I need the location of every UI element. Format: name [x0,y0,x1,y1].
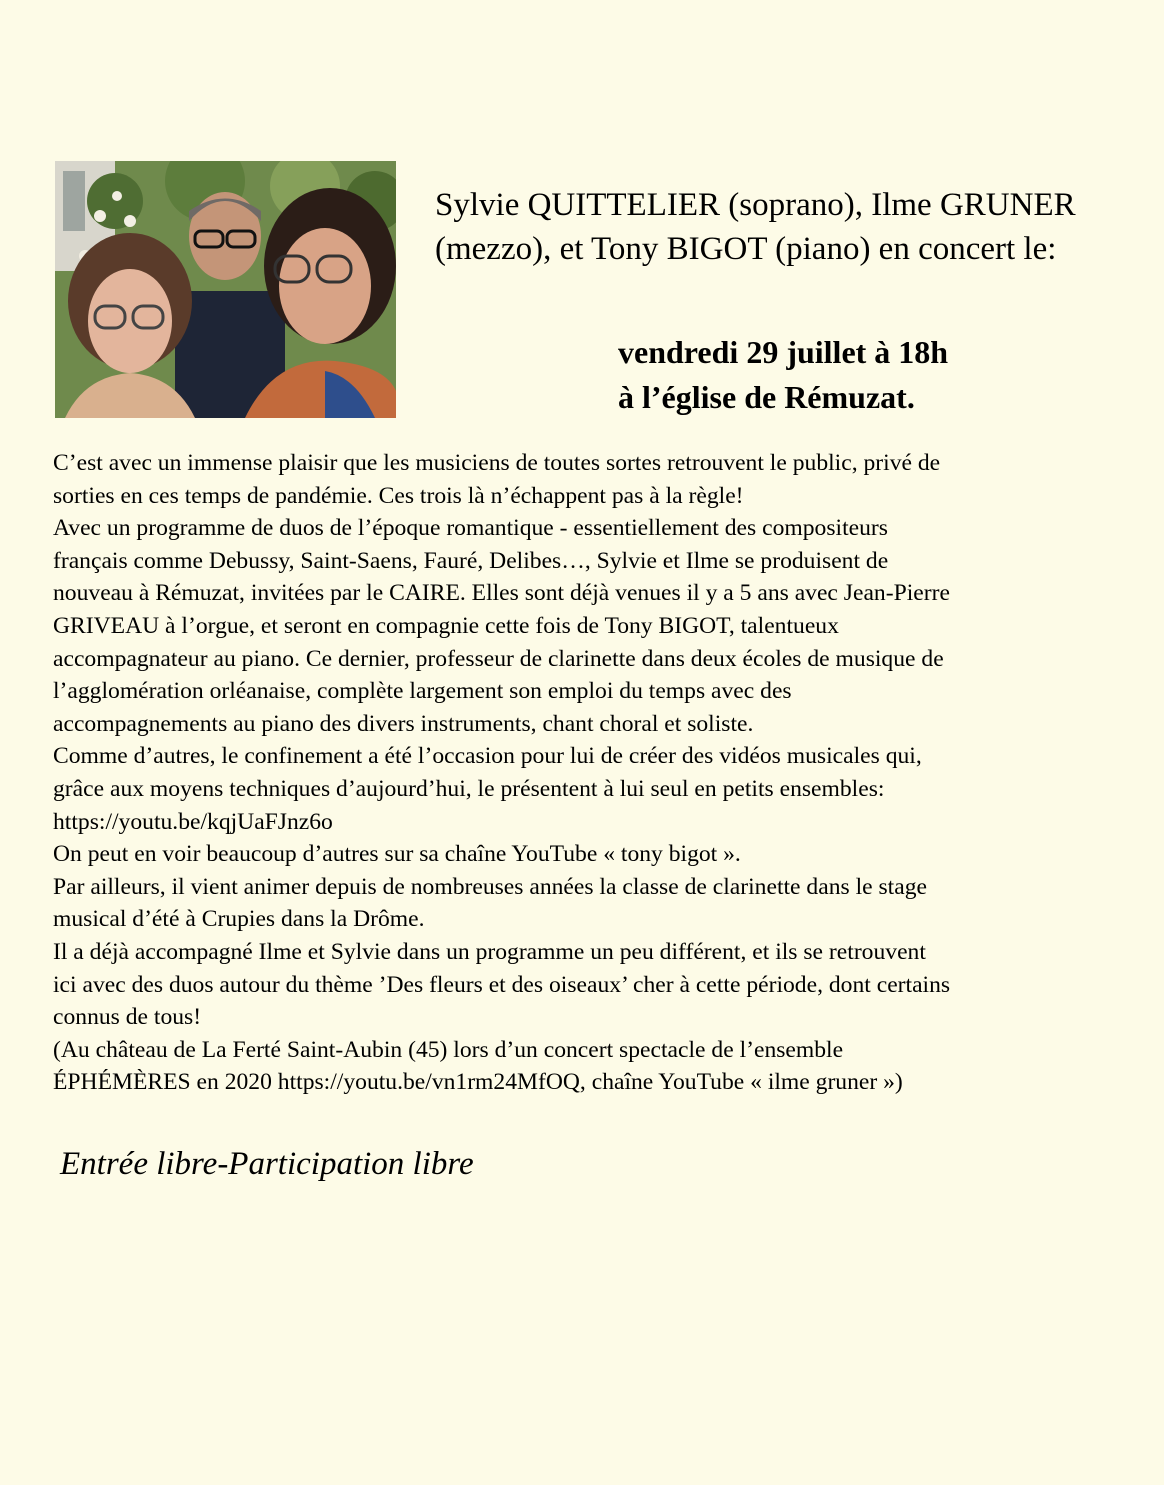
intro-text [435,183,1155,271]
body-line: accompagnements au piano des divers instruments, chant choral et soliste. [53,710,754,737]
body-line: l’agglomération orléanaise, complète largement son emploi du temps avec des [53,678,792,705]
body-line: Avec un programme de duos de l’époque romantique - essentiellement des compositeurs [53,515,888,542]
body-line: français comme Debussy, Saint-Saens, Fauré, Delibes…, Sylvie et Ilme se produisent de [53,547,889,574]
intro-line: (mezzo), et Tony BIGOT (piano) en concert le: [435,231,1057,267]
group-photo-icon [55,161,396,418]
event-place: à l’église de Rémuzat. [618,379,915,415]
intro-line: Sylvie QUITTELIER (soprano), Ilme GRUNER [435,187,1076,223]
body-text [53,447,1143,1099]
body-line: On peut en voir beaucoup d’autres sur sa chaîne YouTube « tony bigot ». [53,841,741,868]
body-line: (Au château de La Ferté Saint-Aubin (45) lors d’un concert spectacle de l’ensemble [53,1036,844,1063]
event-date: vendredi 29 juillet à 18h [618,334,949,370]
body-line: Par ailleurs, il vient animer depuis de nombreuses années la classe de clarinette dans le stage [53,873,927,900]
body-line: nouveau à Rémuzat, invitées par le CAIRE. Elles sont déjà venues il y a 5 ans avec Jean-Pierre [53,580,950,607]
body-line: Il a déjà accompagné Ilme et Sylvie dans un programme un peu différent, et ils se retrouvent [53,938,926,965]
body-line: grâce aux moyens techniques d’aujourd’hui, le présentent à lui seul en petits ensembles: [53,775,885,802]
body-line: ÉPHÉMÈRES en 2020 https://youtu.be/vn1rm24MfOQ, chaîne YouTube « ilme gruner ») [53,1069,903,1096]
musicians-photo [55,161,396,418]
event-details [618,330,1158,420]
body-line: ici avec des duos autour du thème ’Des fleurs et des oiseaux’ cher à cette période, dont certains [53,971,951,998]
body-link[interactable]: https://youtu.be/kqjUaFJnz6o [53,808,333,835]
entry-note: Entrée libre-Participation libre [60,1146,474,1182]
body-line: musical d’été à Crupies dans la Drôme. [53,906,425,933]
body-line: accompagnateur au piano. Ce dernier, professeur de clarinette dans deux écoles de musique de [53,645,944,672]
body-line: C’est avec un immense plaisir que les musiciens de toutes sortes retrouvent le public, privé de [53,450,941,476]
body-line: GRIVEAU à l’orgue, et seront en compagnie cette fois de Tony BIGOT, talentueux [53,612,839,639]
body-line: connus de tous! [53,1004,202,1031]
body-line: sorties en ces temps de pandémie. Ces trois là n’échappent pas à la règle! [53,482,744,509]
body-line: Comme d’autres, le confinement a été l’occasion pour lui de créer des vidéos musicales qui, [53,743,922,770]
